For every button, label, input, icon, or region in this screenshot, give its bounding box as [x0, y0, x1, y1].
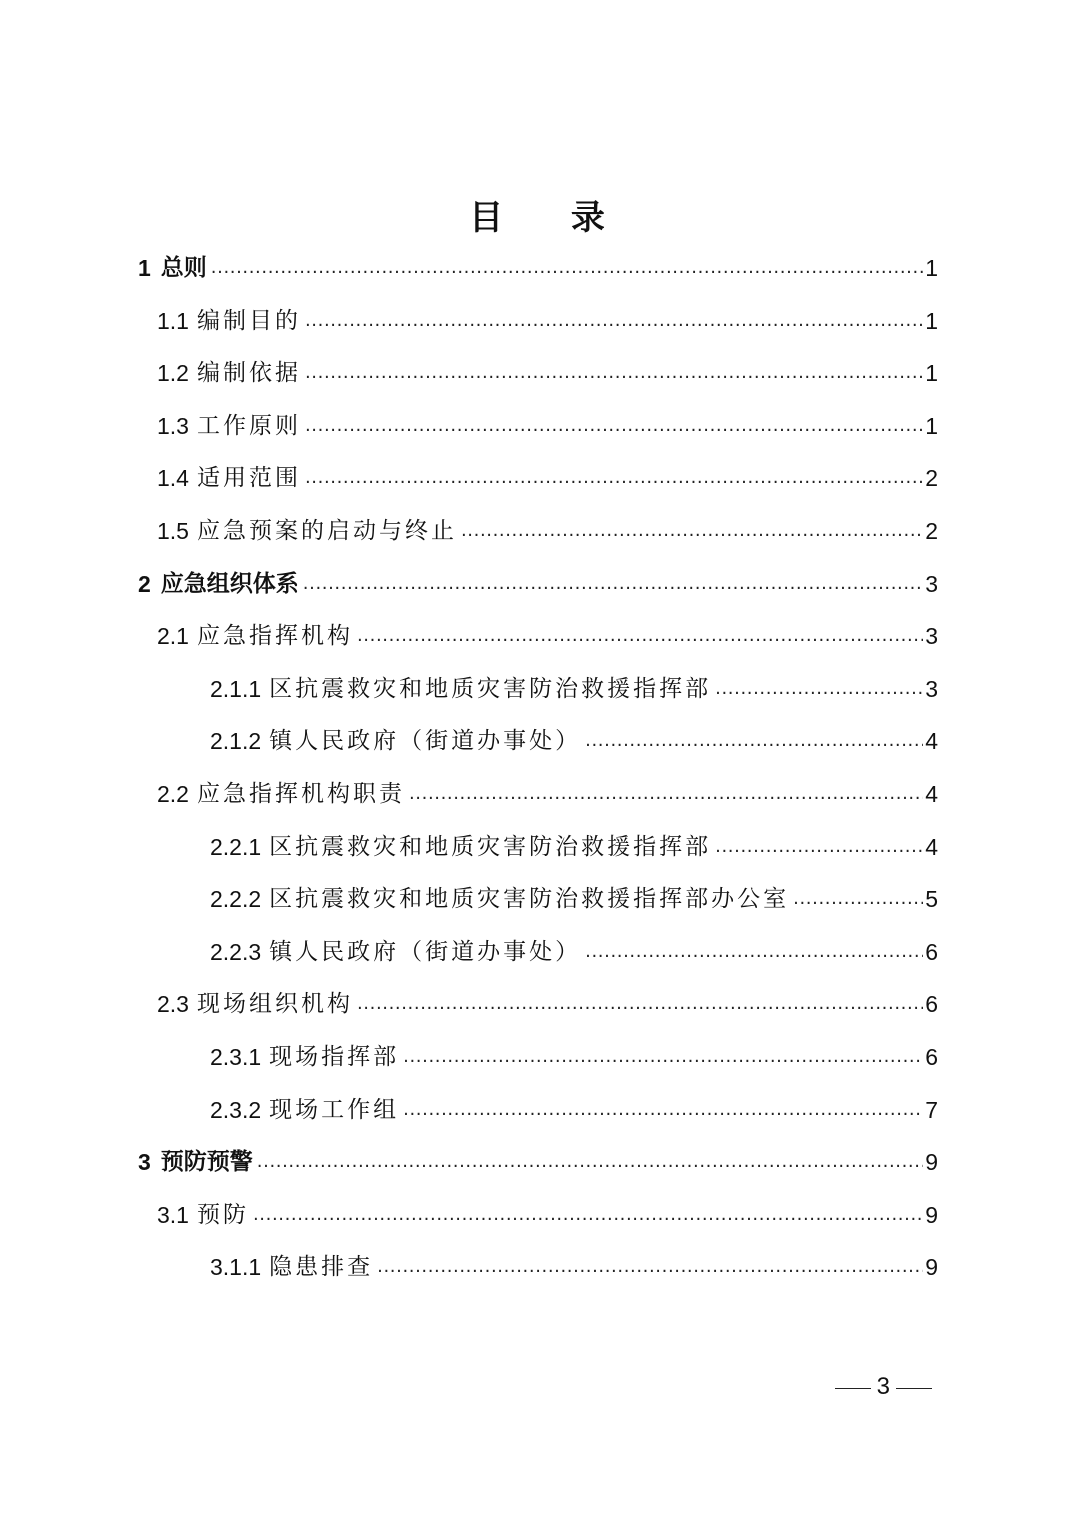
toc-entry-text: 现场指挥部 — [269, 1044, 400, 1070]
toc-entry-text: 隐患排查 — [269, 1254, 374, 1281]
toc-entry[interactable] — [210, 879, 938, 919]
toc-entry[interactable] — [138, 564, 938, 604]
toc-entry-number: 2.1.1 — [210, 675, 262, 702]
toc-entry-number: 1 — [138, 255, 151, 281]
toc-entry-text: 总则 — [160, 255, 207, 281]
toc-dot-leader — [409, 774, 923, 814]
toc-entry[interactable] — [210, 669, 938, 709]
toc-entry-page: 3 — [925, 623, 938, 650]
toc-entry-text: 区抗震救灾和地质灾害防治救援指挥部办公室 — [269, 886, 790, 913]
toc-dot-leader — [257, 1142, 923, 1182]
toc-entry-page: 9 — [925, 1254, 938, 1281]
page-number: 3 — [876, 1373, 890, 1400]
toc-dot-leader — [715, 827, 923, 867]
toc-entry-text: 适用范围 — [196, 465, 301, 492]
toc-entry-number: 1.1 — [157, 307, 189, 334]
toc-entry-number: 3.1 — [157, 1201, 189, 1228]
toc-entry-text: 镇人民政府（街道办事处） — [269, 938, 582, 965]
toc-entry[interactable] — [157, 301, 938, 341]
toc-dot-leader — [715, 669, 923, 709]
toc-entry[interactable] — [138, 1142, 938, 1182]
footer-dash-right — [896, 1388, 932, 1389]
toc-dot-leader — [305, 406, 923, 446]
toc-entry-page: 6 — [925, 938, 938, 965]
toc-dot-leader — [461, 511, 923, 551]
toc-entry[interactable] — [157, 511, 938, 551]
toc-dot-leader — [585, 932, 923, 972]
toc-entry-page: 4 — [925, 781, 938, 807]
toc-entry-text: 预防 — [196, 1201, 249, 1228]
page-footer — [829, 1373, 938, 1401]
toc-entry[interactable] — [210, 1090, 938, 1130]
toc-entry[interactable] — [210, 721, 938, 761]
toc-entry-page: 1 — [925, 255, 938, 281]
toc-entry[interactable] — [157, 616, 938, 656]
toc-entry-text: 镇人民政府（街道办事处） — [269, 728, 582, 755]
toc-entry-number: 3.1.1 — [210, 1254, 262, 1281]
toc-dot-leader — [357, 984, 923, 1024]
toc-entry-page: 9 — [925, 1149, 938, 1176]
toc-entry-page: 2 — [925, 465, 938, 492]
toc-entry-page: 1 — [925, 307, 938, 334]
toc-entry-page: 1 — [925, 360, 938, 387]
toc-dot-leader — [403, 1037, 923, 1077]
toc-entry-text: 编制依据 — [196, 360, 301, 387]
toc-dot-leader — [305, 353, 923, 393]
toc-entry[interactable] — [157, 406, 938, 446]
toc-entry-page: 3 — [925, 570, 938, 597]
toc-entry-number: 3 — [138, 1149, 151, 1176]
toc-entry[interactable] — [157, 353, 938, 393]
toc-entry[interactable] — [157, 458, 938, 498]
toc-entry-number: 1.4 — [157, 465, 189, 492]
toc-entry-text: 现场组织机构 — [196, 991, 353, 1018]
toc-entry-number: 2.2.3 — [210, 938, 262, 965]
toc-entry-text: 区抗震救灾和地质灾害防治救援指挥部 — [269, 833, 712, 860]
toc-entry-number: 2.3.2 — [210, 1096, 262, 1123]
toc-entry-page: 4 — [925, 833, 938, 860]
toc-entry-page: 6 — [925, 1044, 938, 1070]
toc-entry-number: 2.2.1 — [210, 833, 262, 860]
toc-dot-leader — [211, 248, 923, 288]
toc-entry-page: 6 — [925, 991, 938, 1018]
toc-entry-text: 应急预案的启动与终止 — [196, 518, 457, 544]
toc-entry-page: 2 — [925, 518, 938, 544]
toc-entry-number: 2.1 — [157, 623, 189, 650]
toc-dot-leader — [357, 616, 923, 656]
footer-dash-left — [835, 1388, 871, 1389]
toc-entry-number: 1.2 — [157, 360, 189, 387]
toc-dot-leader — [303, 564, 923, 604]
toc-entry-text: 编制目的 — [196, 307, 301, 334]
toc-entry-text: 现场工作组 — [269, 1096, 400, 1123]
toc-dot-leader — [305, 458, 923, 498]
toc-entry-number: 2.2 — [157, 781, 189, 807]
toc-entry-text: 应急指挥机构职责 — [196, 781, 405, 807]
toc-entry[interactable] — [157, 774, 938, 814]
toc-dot-leader — [403, 1090, 923, 1130]
toc-entry[interactable] — [210, 932, 938, 972]
toc-entry[interactable] — [210, 1247, 938, 1287]
toc-entry-number: 2 — [138, 570, 151, 597]
toc-entry[interactable] — [157, 984, 938, 1024]
toc-dot-leader — [377, 1247, 923, 1287]
toc-entry[interactable] — [210, 1037, 938, 1077]
toc-entry-number: 1.3 — [157, 412, 189, 439]
toc-dot-leader — [253, 1195, 923, 1235]
toc-entry-page: 1 — [925, 412, 938, 439]
toc-entry-page: 7 — [925, 1096, 938, 1123]
toc-dot-leader — [585, 721, 923, 761]
toc-title: 目 录 — [469, 198, 633, 238]
toc-entry-page: 3 — [925, 675, 938, 702]
toc-entry[interactable] — [157, 1195, 938, 1235]
toc-entry-text: 区抗震救灾和地质灾害防治救援指挥部 — [269, 675, 712, 702]
toc-entry-number: 2.3 — [157, 991, 189, 1018]
toc-entry-number: 2.1.2 — [210, 728, 262, 755]
toc-entry-text: 预防预警 — [160, 1149, 253, 1176]
toc-dot-leader — [793, 879, 923, 919]
toc-entry-number: 2.2.2 — [210, 886, 262, 913]
toc-entry-number: 1.5 — [157, 518, 189, 544]
toc-entry[interactable] — [138, 248, 938, 288]
toc-entry-text: 工作原则 — [196, 412, 301, 439]
toc-entry-text: 应急组织体系 — [160, 570, 299, 597]
toc-dot-leader — [305, 301, 923, 341]
toc-entry-page: 9 — [925, 1201, 938, 1228]
toc-entry-page: 5 — [925, 886, 938, 913]
toc-entry-page: 4 — [925, 728, 938, 755]
toc-entry-number: 2.3.1 — [210, 1044, 262, 1070]
toc-entry[interactable] — [210, 827, 938, 867]
toc-entry-text: 应急指挥机构 — [196, 623, 353, 650]
